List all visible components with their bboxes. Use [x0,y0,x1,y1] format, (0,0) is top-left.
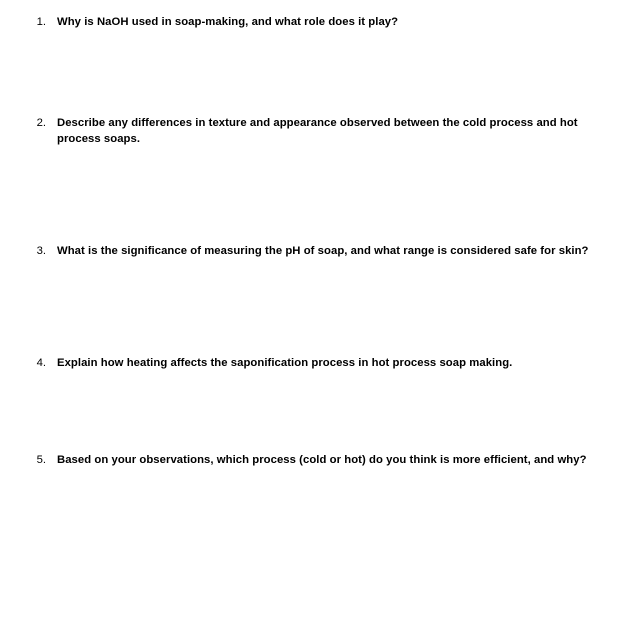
question-number: 3. [36,244,46,257]
question-text: Describe any differences in texture and appearance observed between the cold process and hot process soaps. [57,116,578,145]
list-item [22,243,619,260]
list-item [22,355,619,372]
question-number: 2. [36,116,46,129]
question-number: 5. [36,453,46,466]
list-item [22,115,619,148]
question-text: What is the significance of measuring the pH of soap, and what range is considered safe for skin? [57,244,589,257]
list-item [22,14,619,31]
question-text: Why is NaOH used in soap-making, and what role does it play? [57,16,399,28]
question-number: 4. [36,357,46,369]
question-number: 1. [36,16,46,28]
question-text: Explain how heating affects the saponification process in hot process soap making. [57,357,513,369]
list-item [22,452,619,469]
question-text: Based on your observations, which process (cold or hot) do you think is more efficient, and why? [57,453,587,466]
question-list [22,14,619,468]
